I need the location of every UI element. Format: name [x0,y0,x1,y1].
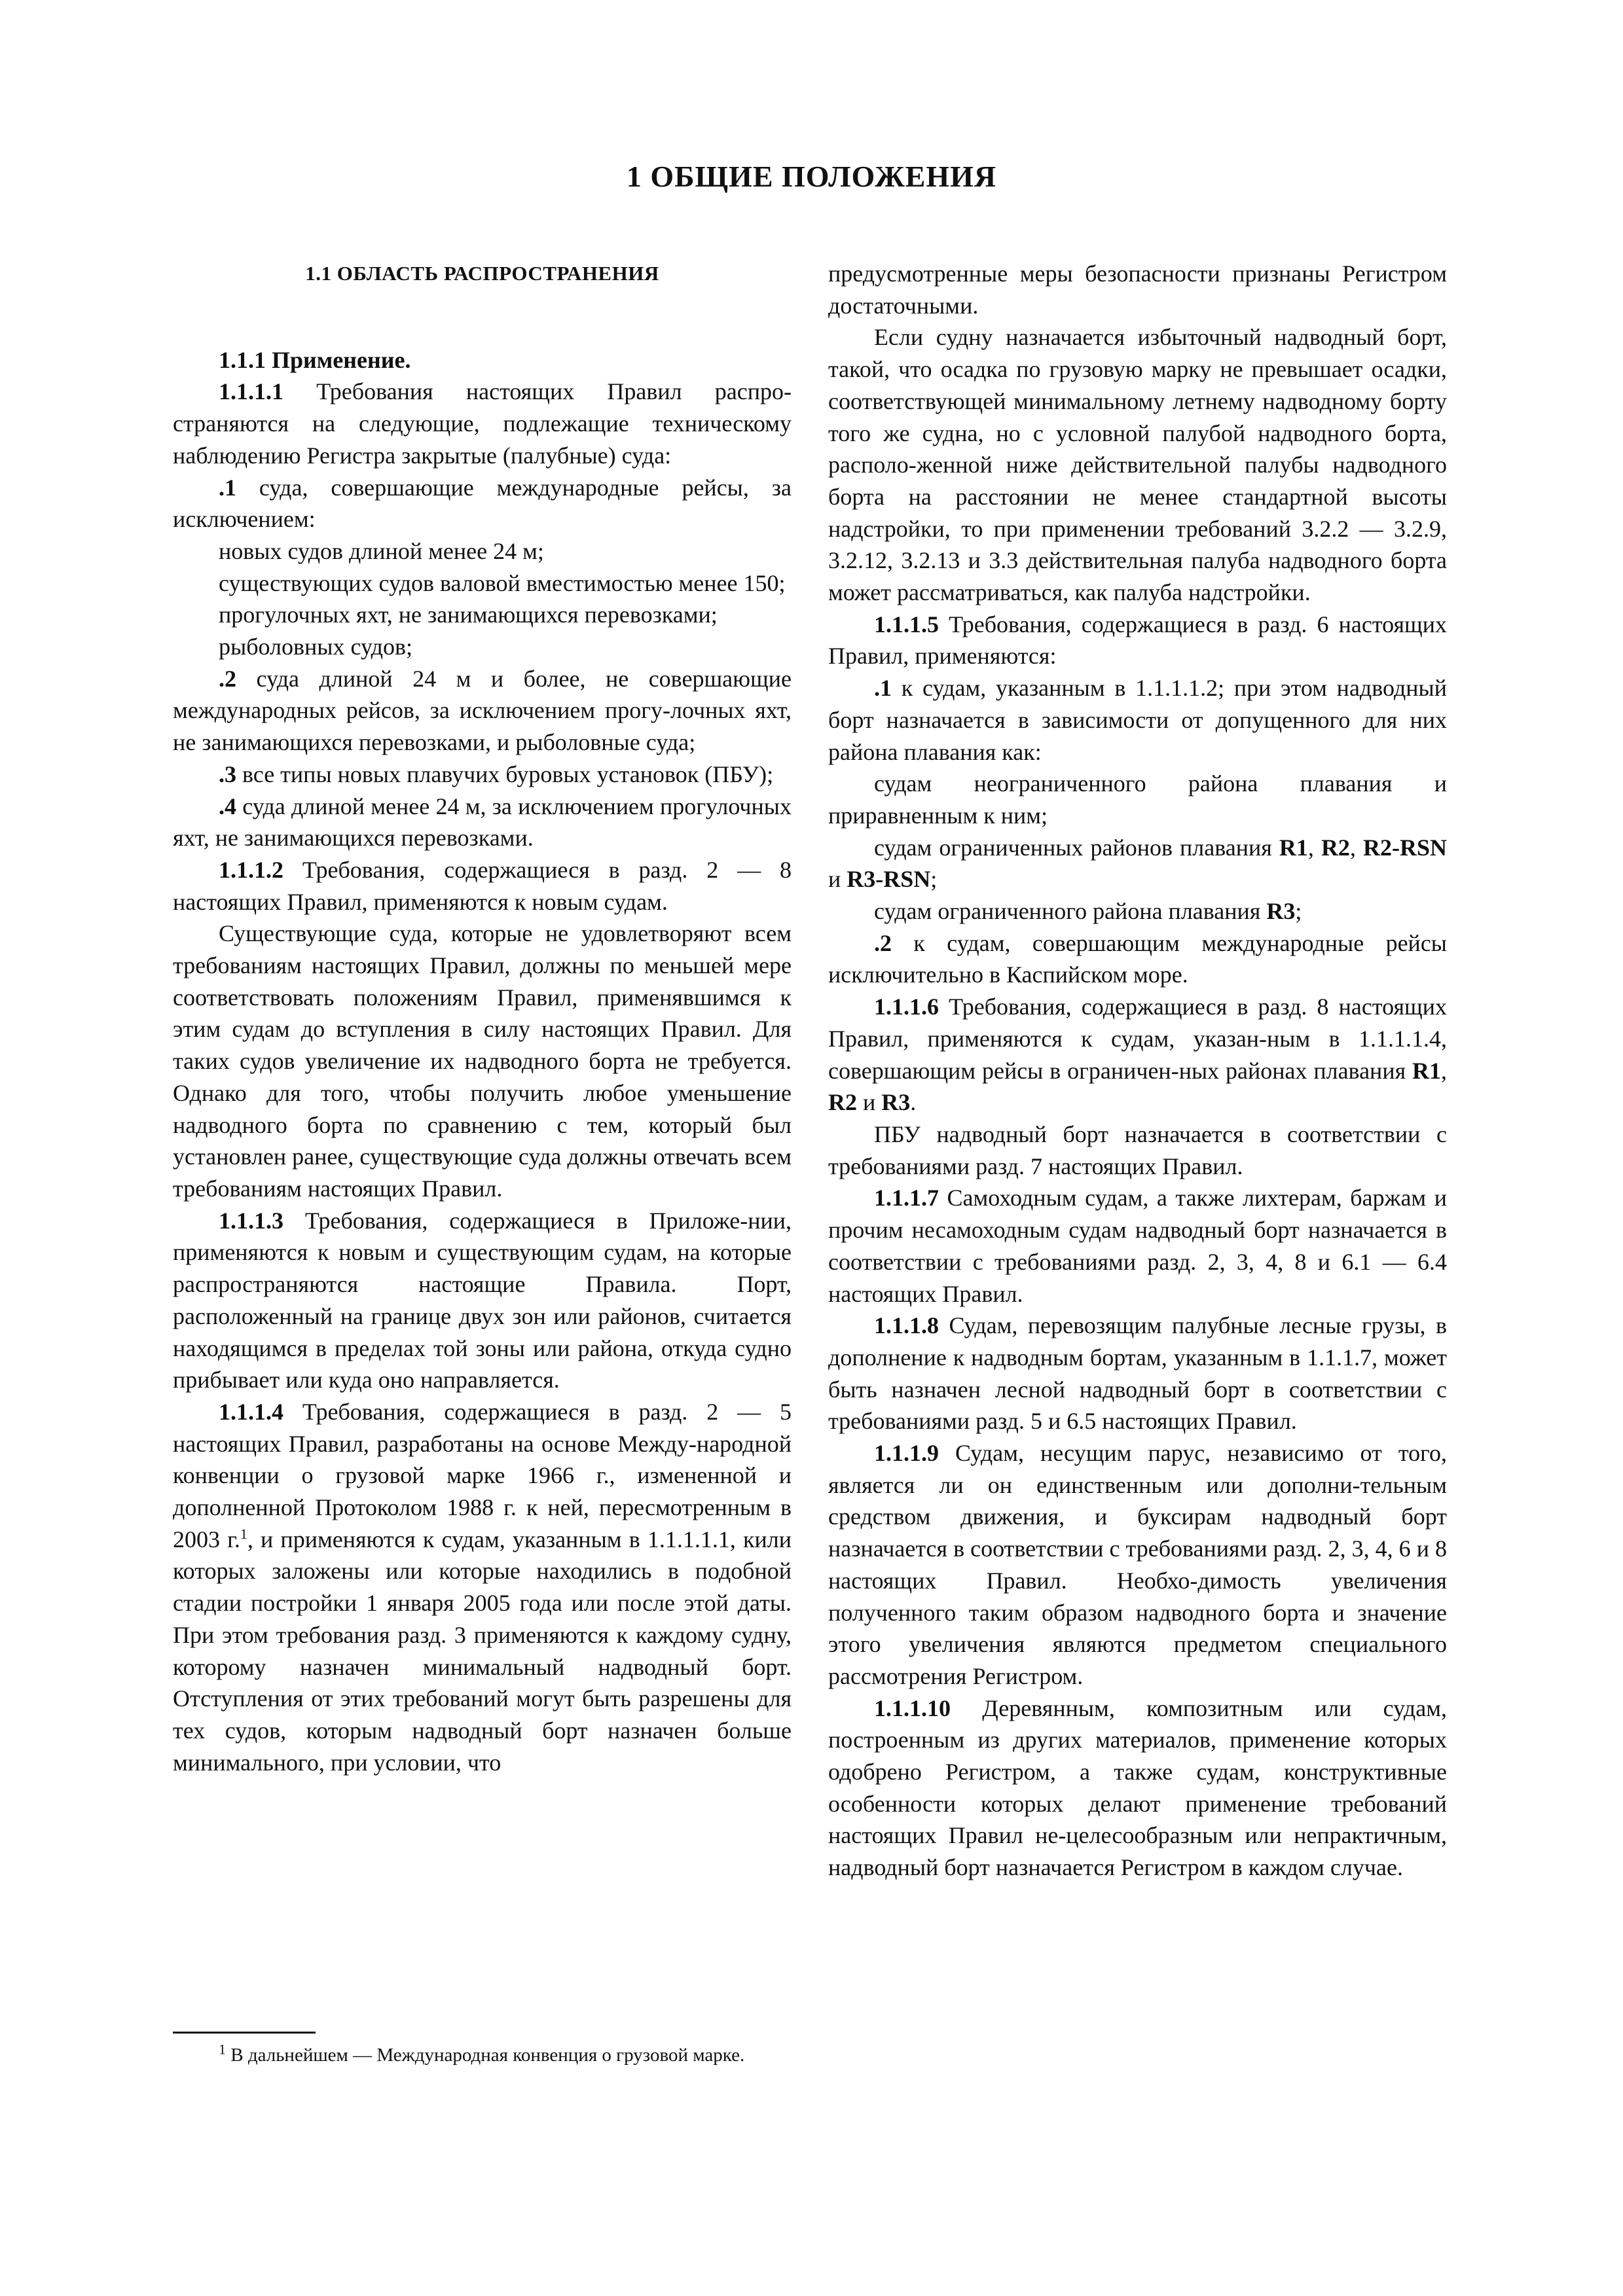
paragraph-1-1-1-5: 1.1.1.5 Требования, содержащиеся в разд. 6 настоящих Правил, применяются: [828,611,1447,670]
page-title: 1 ОБЩИЕ ПОЛОЖЕНИЯ [626,160,997,193]
list-subitem: существующих судов валовой вместимостью менее 150; [219,569,786,596]
list-subitem: судам неограниченного района плавания и приравненным к ним; [828,770,1447,829]
clause-number: 1.1.1.5 [874,611,939,637]
footnote [219,2042,795,2068]
paragraph-1-1-1-1: 1.1.1.1 Требования настоящих Правил распро-страняются на следующие, подлежащие техническому наблюдению Регистра закрытые (палубные) суда: [173,378,792,469]
clause-number: 1.1.1.2 [219,856,283,883]
footnote-reference: 1 [240,1525,247,1542]
clause-number: 1.1.1.3 [219,1207,283,1234]
item-number: .2 [219,665,236,692]
paragraph: Если судну назначается избыточный надводный борт, такой, что осадка по грузовую марку не превышает осадки, соответствующей минимальному летнему надводному борту того же судна, но с условной палубой надводного борта, располо-женной ниже действительной палубы надводного борта на расстоянии не менее стандартной высоты надстройки, то при применении требований 3.2.2 — 3.2.9, 3.2.12, 3.2.13 и 3.3 действительная палуба надводного борта может рассматриваться, как палуба надстройки. [828,324,1447,606]
clause-number: 1.1.1.9 [874,1440,939,1467]
clause-number: 1.1.1.10 [874,1695,951,1721]
list-item: .1 суда, совершающие международные рейсы, за исключением: [173,474,792,533]
clause-number: 1.1.1.4 [219,1398,283,1425]
heading-1-1-1: 1.1.1 Применение. [219,346,411,373]
list-item: .3 все типы новых плавучих буровых установок (ПБУ); [219,761,774,787]
paragraph: Существующие суда, которые не удовлетворяют всем требованиям настоящих Правил, должны по меньшей мере соответствовать положениям Правил, применявшимся к этим судам до вступления в силу настоящих Правил. Для таких судов увеличение их надводного борта не требуется. Однако для того, чтобы получить любое уменьшение надводного борта по сравнению с тем, который был установлен ранее, существующие суда должны отвечать всем требованиям настоящих Правил. [173,920,792,1202]
section-title: 1.1 ОБЛАСТЬ РАСПРОСТРАНЕНИЯ [305,262,659,285]
list-subitem: судам ограниченного района плавания R3; [874,898,1302,925]
clause-number: 1.1.1.7 [874,1185,939,1211]
paragraph-1-1-1-9: 1.1.1.9 Судам, несущим парус, независимо от того, является ли он единственным или дополни-тельным средством движения, и буксирам надводный борт назначается в соответствии с требованиями разд. 2, 3, 4, 6 и 8 настоящих Правил. Необхо-димость увеличения полученного таким образом надводного борта и значение этого увеличения являются предметом специального рассмотрения Регистром. [828,1440,1447,1689]
item-number: .3 [219,761,236,787]
item-number: .1 [219,474,236,501]
list-item: .1 к судам, указанным в 1.1.1.1.2; при этом надводный борт назначается в зависимости от допущенного для них района плавания как: [828,675,1447,765]
item-number: .2 [874,929,892,956]
footnote-mark: 1 [219,2041,226,2058]
paragraph-1-1-1-6: 1.1.1.6 Требования, содержащиеся в разд. 8 настоящих Правил, применяются к судам, указан-ным в 1.1.1.1.4, совершающим рейсы в ограничен-ных районах плавания R1, R2 и R3. [828,994,1447,1116]
list-item: .2 суда длиной 24 м и более, не совершающие международных рейсов, за исключением прогу-лочных яхт, не занимающихся перевозками, и рыболовные суда; [173,665,792,756]
paragraph-1-1-1-8: 1.1.1.8 Судам, перевозящим палубные лесные грузы, в дополнение к надводным бортам, указанным в 1.1.1.7, может быть назначен лесной надводный борт в соответствии с требованиями разд. 5 и 6.5 настоящих Правил. [828,1312,1447,1435]
paragraph: ПБУ надводный борт назначается в соответствии с требованиями разд. 7 настоящих Правил. [828,1121,1447,1179]
paragraph-1-1-1-7: 1.1.1.7 Самоходным судам, а также лихтерам, баржам и прочим несамоходным судам надводный борт назначается в соответствии с требованиями разд. 2, 3, 4, 8 и 6.1 — 6.4 настоящих Правил. [828,1185,1447,1307]
paragraph-1-1-1-4: 1.1.1.4 Требования, содержащиеся в разд. 2 — 5 настоящих Правил, разработаны на основе Между-народной конвенции о грузовой марке 1966 г., измененной и дополненной Протоколом 1988 г. к ней, пересмотренным в 2003 г.$^1$, и применяются к судам, указанным в 1.1.1.1.1, кили которых заложены или которые находились в подобной стадии постройки 1 января 2005 года или после этой даты. При этом требования разд. 3 применяются к каждому судну, которому назначен минимальный надводный борт. Отступления от этих требований могут быть разрешены для тех судов, которым надводный борт назначен больше минимального, при условии, что [173,1398,792,1776]
list-item: .2 к судам, совершающим международные рейсы исключительно в Каспийском море. [828,929,1447,988]
paragraph-1-1-1-10: 1.1.1.10 Деревянным, композитным или судам, построенным из других материалов, применение которых одобрено Регистром, а также судам, конструктивные особенности которых делают применение требований настоящих Правил не-целесообразным или непрактичным, надводный борт назначается Регистром в каждом случае. [828,1695,1447,1881]
list-subitem: новых судов длиной менее 24 м; [219,537,544,564]
list-subitem: судам ограниченных районов плавания R1, R2, R2-RSN и R3-RSN; [828,834,1447,893]
right-column [828,258,1447,1884]
clause-number: 1.1.1.6 [874,994,939,1020]
paragraph: предусмотренные меры безопасности признаны Регистром достаточными. [828,260,1447,319]
item-number: .1 [874,675,892,702]
paragraph-1-1-1-3: 1.1.1.3 Требования, содержащиеся в Приложе-нии, применяются к новым и существующим судам, на которые распространяются настоящие Правила. Порт, расположенный на границе двух зон или районов, считается находящимся в пределах той зоны или района, откуда судно прибывает или куда оно направляется. [173,1207,792,1393]
list-subitem: рыболовных судов; [219,634,412,660]
footnote-divider [173,2032,316,2034]
footnote-text: В дальнейшем — Международная конвенция о грузовой марке. [226,2045,745,2066]
list-subitem: прогулочных яхт, не занимающихся перевозками; [219,601,718,628]
clause-number: 1.1.1.1 [219,378,283,405]
list-item: .4 суда длиной менее 24 м, за исключением прогулочных яхт, не занимающихся перевозками. [173,793,792,852]
clause-number: 1.1.1.8 [874,1312,939,1339]
paragraph-1-1-1-2: 1.1.1.2 Требования, содержащиеся в разд. 2 — 8 настоящих Правил, применяются к новым судам. [173,856,792,915]
left-column [173,258,792,1778]
item-number: .4 [219,793,236,819]
